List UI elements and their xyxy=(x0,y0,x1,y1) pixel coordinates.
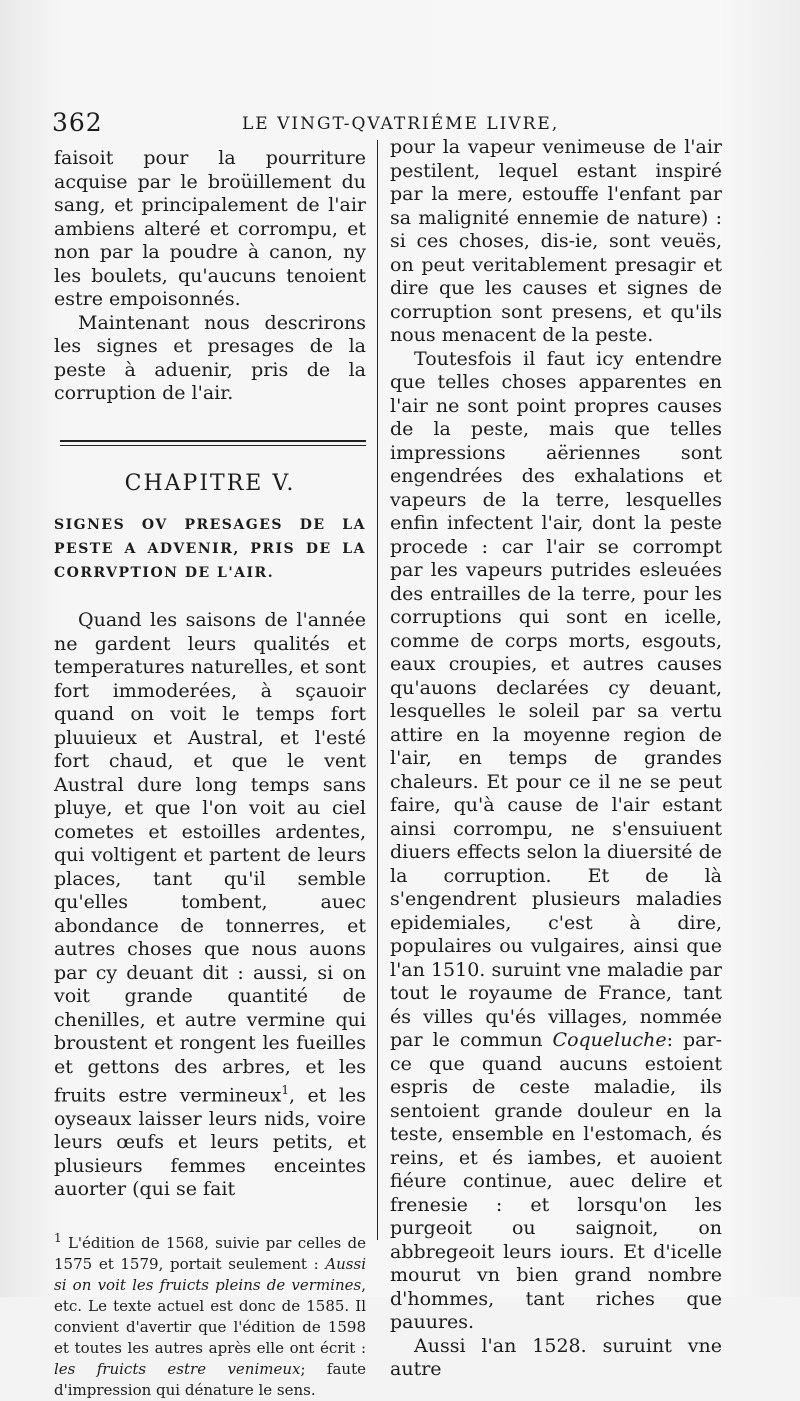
right-para2-italic: Coqueluche xyxy=(552,1029,667,1051)
running-title: LE VINGT-QVATRIÉME LIVRE, xyxy=(242,114,560,134)
right-paragraph-3: Aussi l'an 1528. suruint vne autre xyxy=(390,1334,722,1380)
footnote-text-a: L'édition de 1568, suivie par celles de 1575 et 1579, portait seulement : xyxy=(54,1233,366,1273)
chapter-subtitle: SIGNES OV PRESAGES DE LA PESTE A ADVENIR, PRIS DE LA CORRVPTION DE L'AIR. xyxy=(54,517,366,581)
para3-text-a: Quand les saisons de l'année ne gardent leurs qualités et temperatures naturelles, et sont fort immoderées, à sçauoir quand on voit le temps fort pluuieux et Austral, et l'esté fort chaud, et que le vent Austral dure long temps sans pluye, et que l'on voit au ciel cometes et estoilles ardentes, qui voltigent et partent de leurs places, tant qu'il semble qu'elles tombent, auec abondance de tonnerres, et autres choses que nous auons par cy deuant dit : aussi, si on voit grande quantité de chenilles, et autre vermine qui broustent et rongent les fueilles et gettons des arbres, et les fruits estre vermineux xyxy=(54,609,366,1107)
rule-thick xyxy=(60,440,366,442)
footnote-italic-2: les fruicts estre venimeux xyxy=(54,1359,301,1378)
right-para2-text: Toutesfois il faut icy entendre que telles choses apparentes en l'air ne sont point propres causes de la peste, mais que telles impressions aëriennes sont engendrées des exhalations et vapeurs de la terre, lesquelles enfin infectent l'air, dont la peste procede : car l'air se corrompt par les vapeurs putrides esleuées des entrailles de la terre, pour les corruptions qui sont en icelle, comme de corps morts, esgouts, eaux croupies, et autres causes qu'auons declarées cy deuant, lesquelles le soleil par sa vertu attire en la moyenne region de l'air, en temps de grandes chaleurs. Et pour ce il ne se peut faire, qu'à cause de l'air estant ainsi corrompu, ne s'ensuiuent diuers effects selon la diuersité de la corruption. Et de là s'engendrent plusieurs maladies epidemiales, c'est à dire, populaires ou vulgaires, ainsi que l'an 1510. suruint vne maladie par tout le royaume de France, tant és villes qu'és villages, nommée par le commun xyxy=(390,347,722,1051)
page-number: 362 xyxy=(52,108,103,137)
right-paragraph-1: pour la vapeur venimeuse de l'air pestilent, lequel estant inspiré par la mere, estouffe l'enfant par sa malignité ennemie de nature) : si ces choses, dis-ie, sont veuës, on peut veritablement presagir et dire que les causes et signes de corruption sont presens, et qu'ils nous menacent de la peste. xyxy=(390,136,722,346)
footnote xyxy=(54,1228,366,1401)
rule-thin xyxy=(60,445,366,446)
left-paragraph-1: faisoit pour la pourriture acquise par le broüillement du sang, et principalement de l'air ambiens alteré et corrompu, et non par la poudre à canon, ny les boulets, qu'aucuns tenoient estre empoisonnés. xyxy=(54,147,366,310)
footnote-text-c: ; faute d'impression qui dénature le sens. xyxy=(54,1359,366,1399)
right-column xyxy=(390,136,722,1382)
left-paragraph-2: Maintenant nous descrirons les signes et presages de la peste à aduenir, pris de la corruption de l'air. xyxy=(54,311,366,404)
footnote-italic-1: Aussi si on voit les fruicts pleins de vermines xyxy=(54,1254,366,1294)
footnote-text-b: , etc. Le texte actuel est donc de 1585. Il convient d'avertir que l'édition de 1598 et toutes les autres après elle ont écrit : xyxy=(54,1275,366,1357)
chapter-rule xyxy=(60,440,366,446)
column-divider xyxy=(377,140,378,1240)
right-paragraph-2 xyxy=(390,348,722,1335)
left-paragraph-3 xyxy=(54,609,366,1202)
footnote-ref: 1 xyxy=(281,1083,289,1097)
right-para2-text-b: : par-ce que quand aucuns estoient espris de ceste maladie, ils sentoient grande douleur en la teste, ensemble en l'estomach, és reins, et és iambes, et auoient fiéure continue, auec delire et frenesie : et lorsqu'on les purgeoit ou saignoit, on abbregeoit leurs iours. Et d'icelle mourut vn bien grand nombre d'hommes, tant riches que pauures. xyxy=(390,1029,722,1333)
para3-text-b: , et les oyseaux laisser leurs nids, voire leurs œufs et leurs petits, et plusieurs femmes enceintes auorter (qui se fait xyxy=(54,1084,366,1201)
footnote-number: 1 xyxy=(54,1230,62,1245)
chapter-title: CHAPITRE V. xyxy=(124,470,296,496)
left-column xyxy=(54,147,366,1401)
